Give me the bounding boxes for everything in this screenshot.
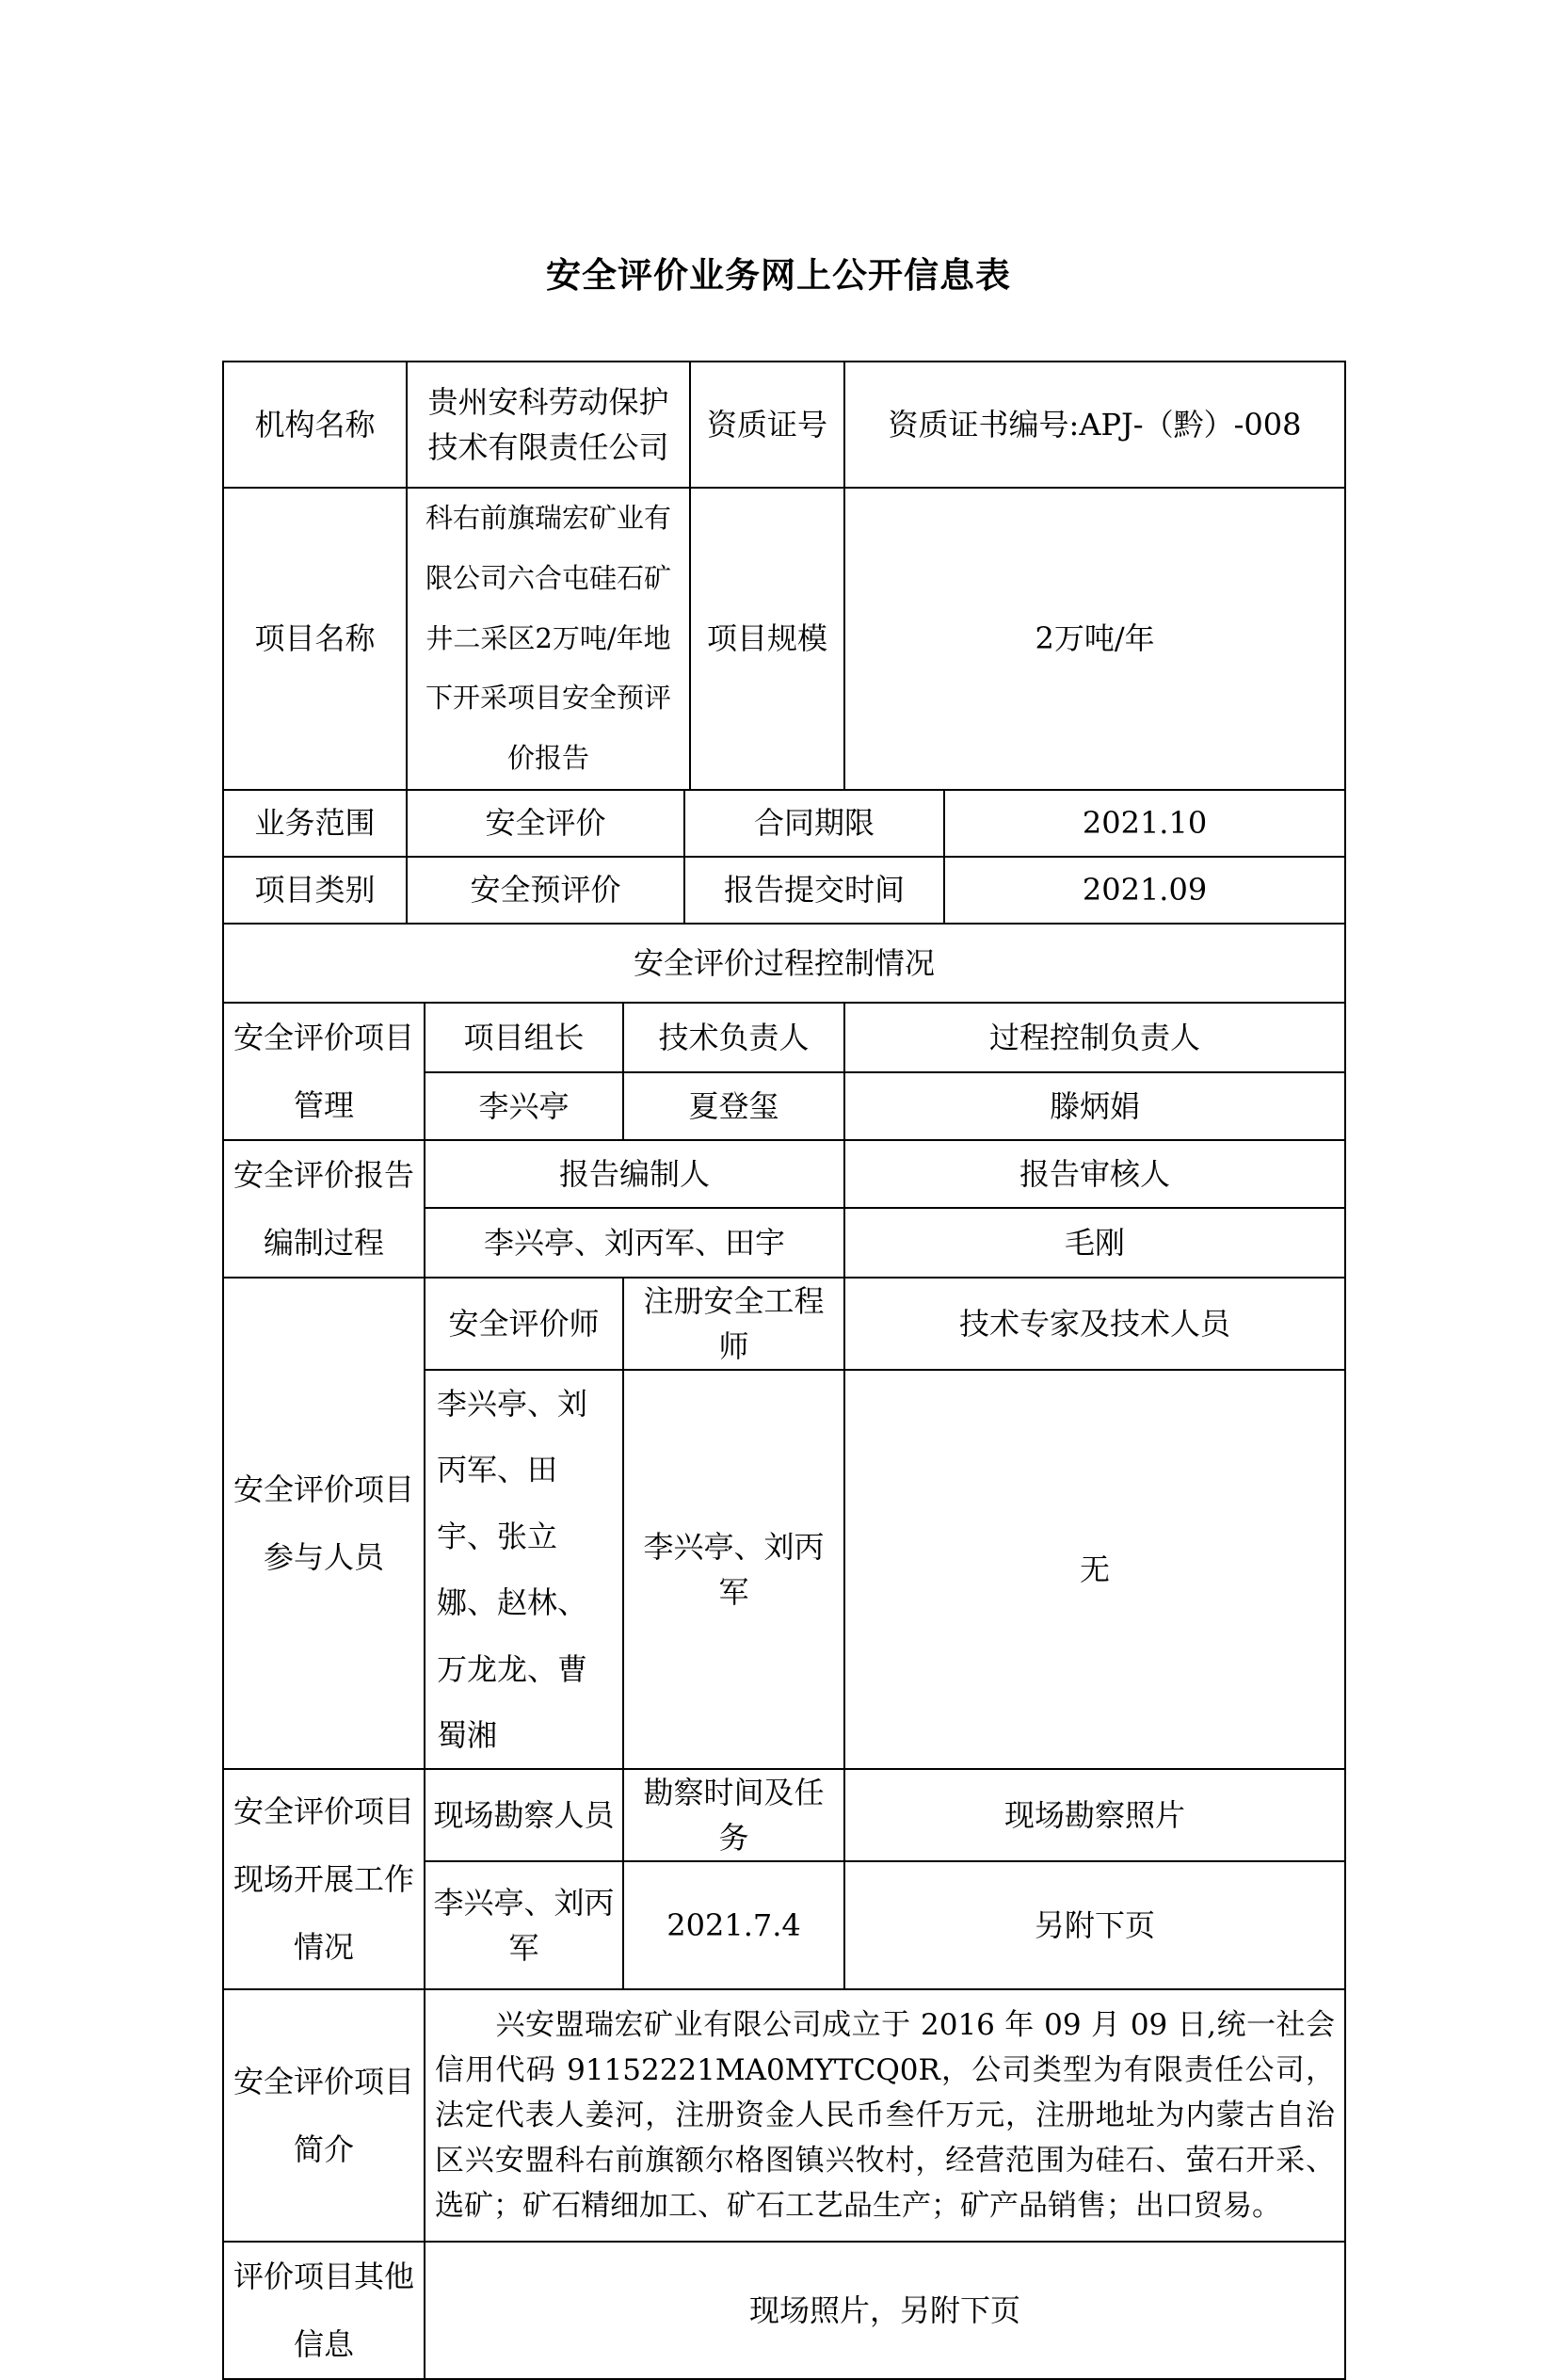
- participants-header-evaluator: 安全评价师: [425, 1278, 623, 1370]
- participants-header-engineer: 注册安全工程师: [623, 1278, 844, 1370]
- org-value: 贵州安科劳动保护技术有限责任公司: [407, 362, 690, 488]
- scope-value: 安全评价: [407, 790, 684, 857]
- management-header-leader: 项目组长: [425, 1003, 623, 1072]
- fieldwork-header-people: 现场勘察人员: [425, 1769, 623, 1861]
- cert-label: 资质证号: [690, 362, 844, 488]
- fieldwork-value-time: 2021.7.4: [623, 1861, 844, 1989]
- other-value: 现场照片，另附下页: [425, 2242, 1345, 2379]
- report-header-row: [223, 1140, 1345, 1208]
- report-value-writers: 李兴亭、刘丙军、田宇: [425, 1208, 844, 1278]
- fieldwork-header-row: [223, 1769, 1345, 1861]
- fieldwork-header-photos: 现场勘察照片: [844, 1769, 1345, 1861]
- project-row: [223, 488, 1345, 790]
- term-value: 2021.10: [944, 790, 1345, 857]
- report-header-reviewer: 报告审核人: [844, 1140, 1345, 1208]
- type-label: 项目类别: [223, 857, 407, 924]
- participants-value-engineer: 李兴亭、刘丙军: [623, 1370, 844, 1769]
- intro-text: 兴安盟瑞宏矿业有限公司成立于 2016 年 09 月 09 日,统一社会信用代码 91152221MA0MYTCQ0R，公司类型为有限责任公司，法定代表人姜河，注册资金人民币叁仟万元，注册地址为内蒙古自治区兴安盟科右前旗额尔格图镇兴牧村，经营范围为硅石、萤石开采、选矿；矿石精细加工、矿石工艺品生产；矿产品销售；出口贸易。: [435, 2008, 1336, 2224]
- project-value: 科右前旗瑞宏矿业有限公司六合屯硅石矿井二采区2万吨/年地下开采项目安全预评价报告: [407, 488, 690, 790]
- business-scope-row: [223, 790, 1345, 857]
- intro-label: 安全评价项目简介: [223, 1989, 425, 2242]
- participants-header-expert: 技术专家及技术人员: [844, 1278, 1345, 1370]
- participants-value-evaluator: 李兴亭、刘丙军、田宇、张立娜、赵林、万龙龙、曹蜀湘: [425, 1370, 623, 1769]
- other-label: 评价项目其他信息: [223, 2242, 425, 2379]
- participants-label: 安全评价项目参与人员: [223, 1278, 425, 1769]
- participants-value-expert: 无: [844, 1370, 1345, 1769]
- type-value: 安全预评价: [407, 857, 684, 924]
- org-row: [223, 362, 1345, 488]
- other-row: [223, 2242, 1345, 2379]
- management-label: 安全评价项目管理: [223, 1003, 425, 1140]
- fieldwork-label: 安全评价项目现场开展工作情况: [223, 1769, 425, 1989]
- section-title: 安全评价过程控制情况: [223, 924, 1345, 1003]
- management-header-tech: 技术负责人: [623, 1003, 844, 1072]
- participants-header-row: [223, 1278, 1345, 1370]
- management-value-process: 滕炳娟: [844, 1072, 1345, 1140]
- management-header-process: 过程控制负责人: [844, 1003, 1345, 1072]
- submit-label: 报告提交时间: [684, 857, 944, 924]
- intro-text-cell: [425, 1989, 1345, 2242]
- management-value-leader: 李兴亭: [425, 1072, 623, 1140]
- fieldwork-value-people: 李兴亭、刘丙军: [425, 1861, 623, 1989]
- project-label: 项目名称: [223, 488, 407, 790]
- section-row: [223, 924, 1345, 1003]
- info-table: [222, 361, 1346, 2380]
- cert-value: 资质证书编号:APJ-（黔）-008: [844, 362, 1345, 488]
- management-header-row: [223, 1003, 1345, 1072]
- report-label: 安全评价报告编制过程: [223, 1140, 425, 1278]
- intro-row: [223, 1989, 1345, 2242]
- report-header-writers: 报告编制人: [425, 1140, 844, 1208]
- submit-value: 2021.09: [944, 857, 1345, 924]
- scale-label: 项目规模: [690, 488, 844, 790]
- project-type-row: [223, 857, 1345, 924]
- management-value-tech: 夏登玺: [623, 1072, 844, 1140]
- term-label: 合同期限: [684, 790, 944, 857]
- org-label: 机构名称: [223, 362, 407, 488]
- scale-value: 2万吨/年: [844, 488, 1345, 790]
- fieldwork-header-time: 勘察时间及任务: [623, 1769, 844, 1861]
- fieldwork-value-photos: 另附下页: [844, 1861, 1345, 1989]
- page-title: 安全评价业务网上公开信息表: [546, 255, 1011, 296]
- scope-label: 业务范围: [223, 790, 407, 857]
- report-value-reviewer: 毛刚: [844, 1208, 1345, 1278]
